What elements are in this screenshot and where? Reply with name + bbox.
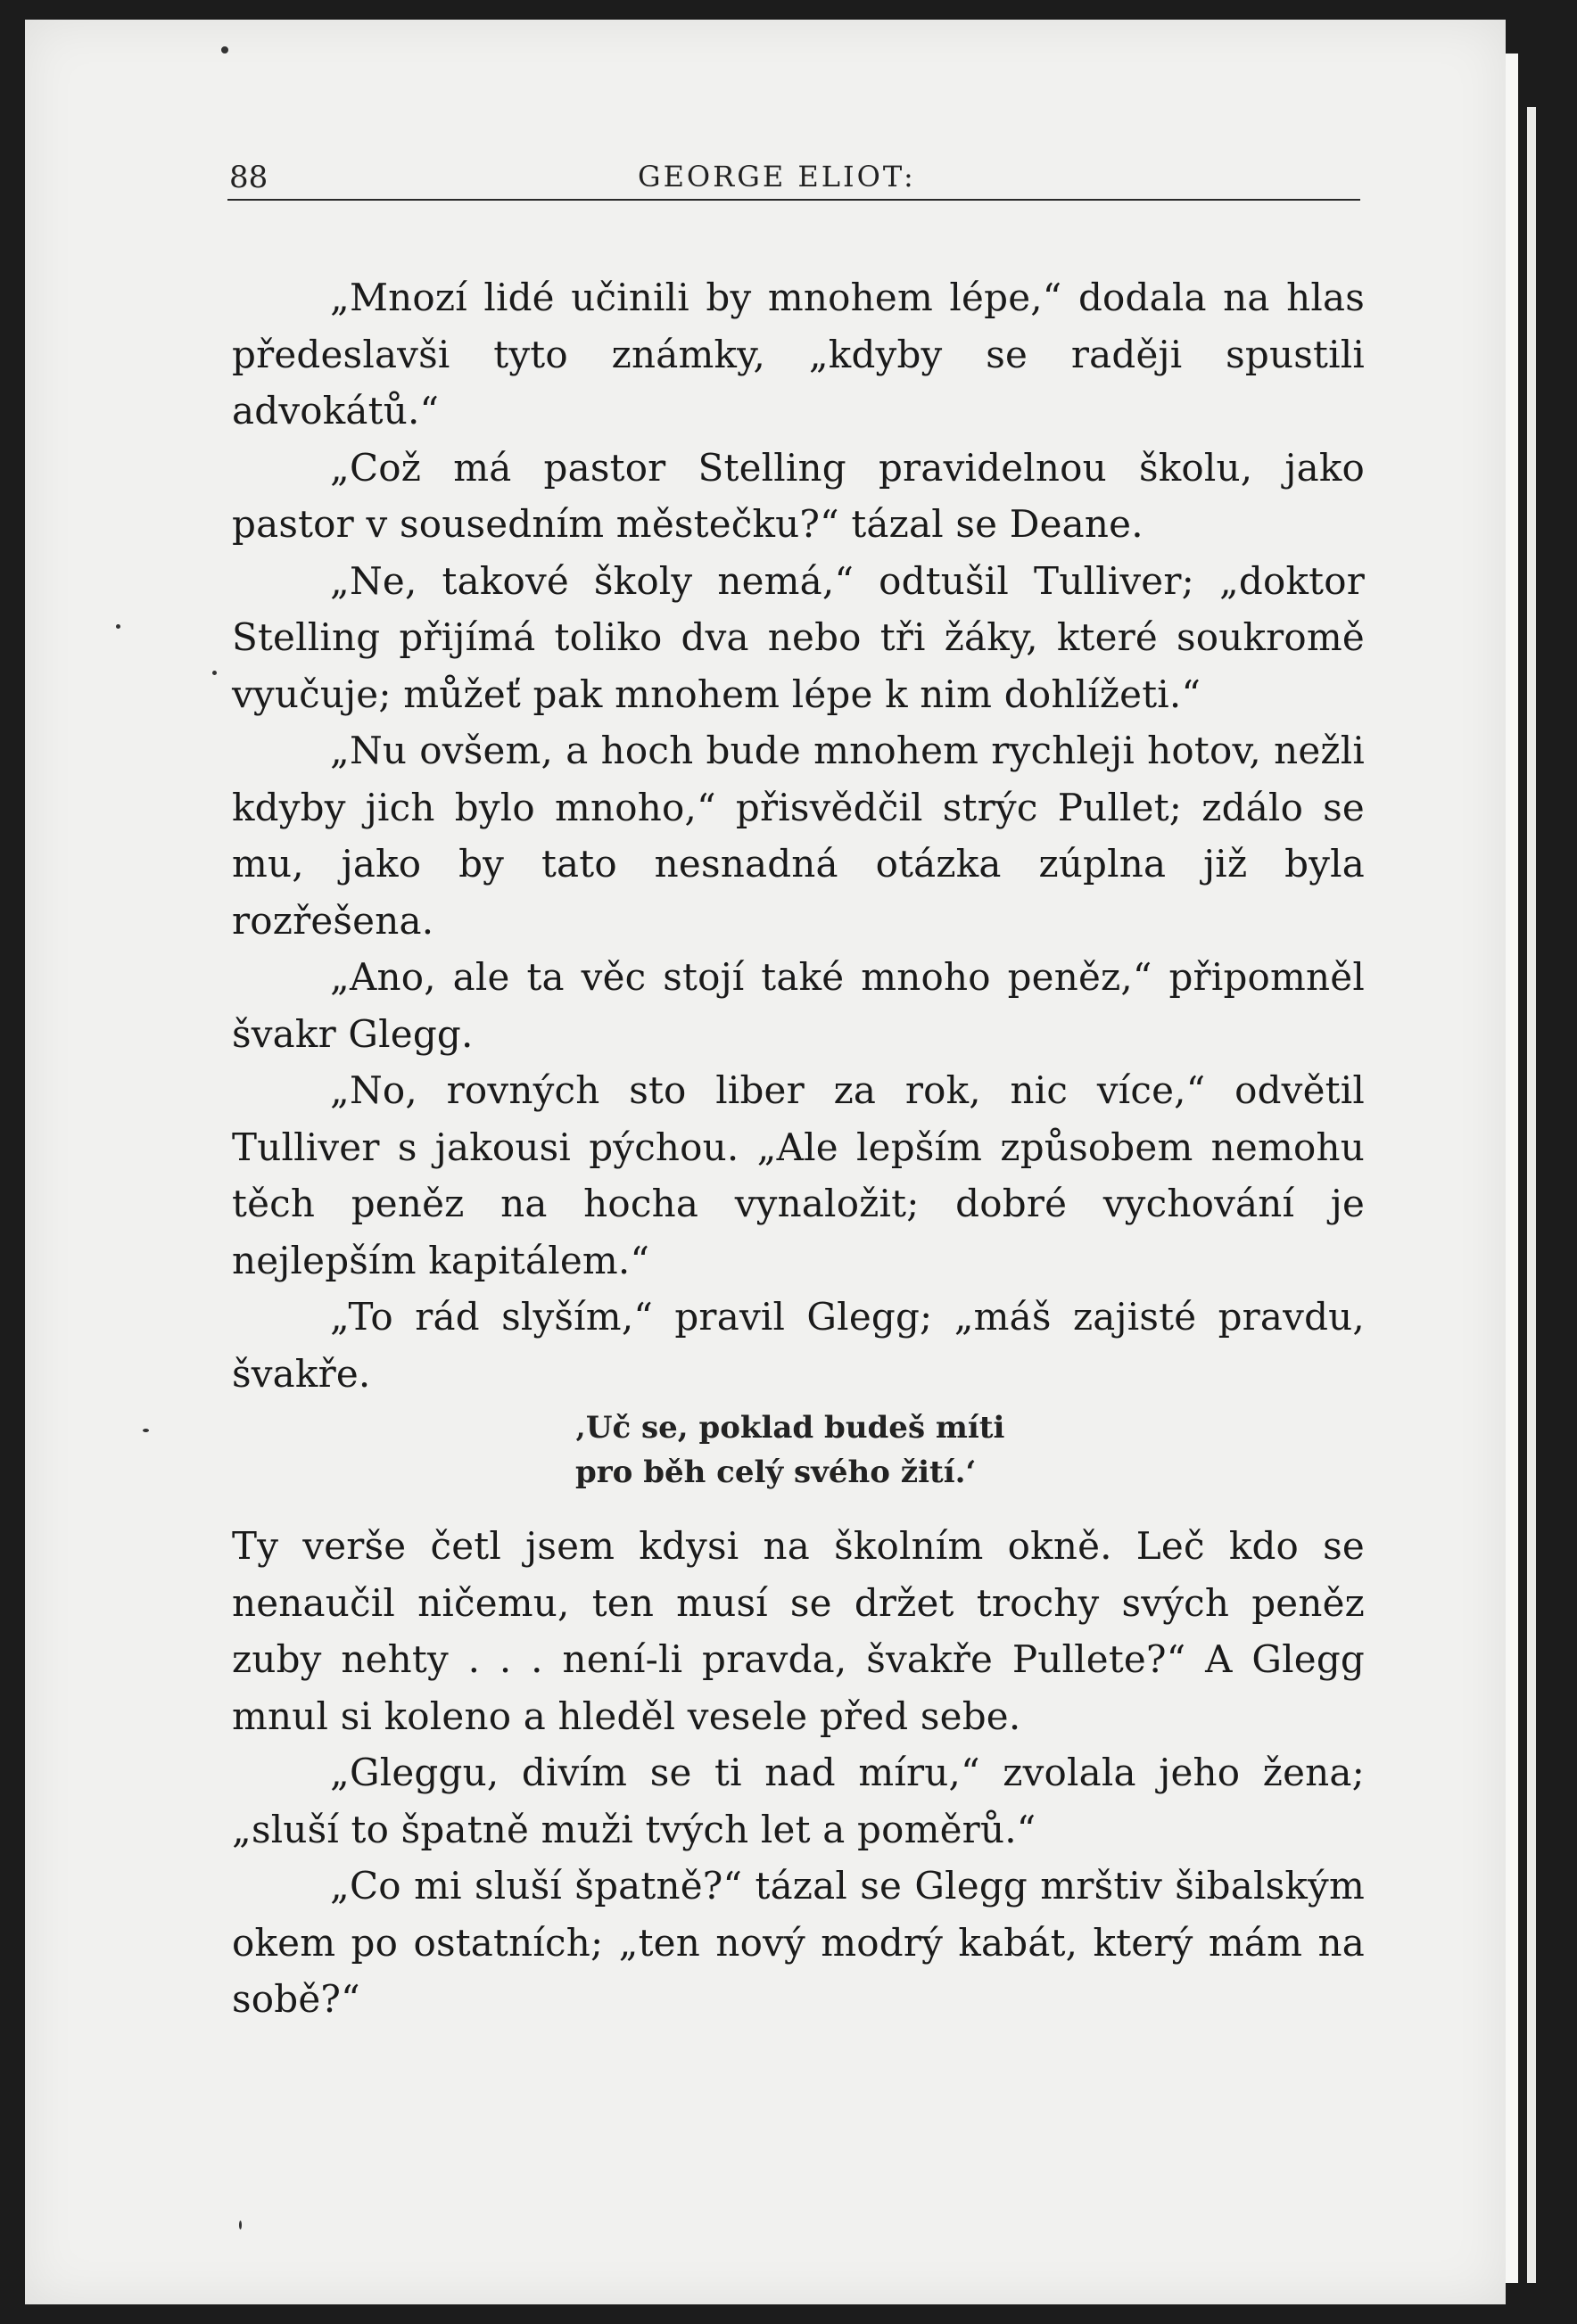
scan-speck bbox=[212, 671, 217, 675]
paragraph: „Ano, ale ta věc stojí také mnoho peněz,“ připomněl švakr Glegg. bbox=[232, 955, 1365, 1056]
paragraph: Ty verše četl jsem kdysi na školním okně. Leč kdo se nenaučil ničemu, ten musí se držet trochy svých peněz zuby nehty . . . není-li pravda, švakře Pullete?“ A Glegg mnul si koleno a hleděl vesele před sebe. bbox=[232, 1524, 1365, 1738]
paragraph: „Gleggu, divím se ti nad míru,“ zvolala jeho žena; „sluší to špatně muži tvých let a poměrů.“ bbox=[232, 1751, 1365, 1851]
scan-speck bbox=[239, 2221, 242, 2229]
paragraph: „No, rovných sto liber za rok, nic více,“ odvětil Tulliver s jakousi pýchou. „Ale lepším způsobem nemohu těch peněz na hocha vynaložit; dobré vychování je nejlepším kapitálem.“ bbox=[232, 1068, 1365, 1282]
paragraph: „Nu ovšem, a hoch bude mnohem rychleji hotov, nežli kdyby jich bylo mnoho,“ přisvědčil strýc Pullet; zdálo se mu, jako by tato nesnadná otázka zúplna již byla rozřešena. bbox=[232, 729, 1365, 943]
scan-speck bbox=[221, 46, 228, 54]
paragraph: „Co mi sluší špatně?“ tázal se Glegg mrštiv šibalským okem po ostatních; „ten nový modrý kabát, který mám na sobě?“ bbox=[232, 1864, 1365, 2021]
paragraph: „Což má pastor Stelling pravidelnou školu, jako pastor v sousedním městečku?“ tázal se Deane. bbox=[232, 445, 1365, 546]
paragraph: „Mnozí lidé učinili by mnohem lépe,“ dodala na hlas předeslavši tyto známky, „kdyby se raději spustili advokátů.“ bbox=[232, 276, 1365, 433]
scan-speck bbox=[116, 624, 120, 629]
scan-speck bbox=[143, 1429, 149, 1432]
page-number: 88 bbox=[229, 160, 268, 195]
page-edge-shadow bbox=[1527, 107, 1536, 2283]
verse-line: pro běh celý svého žití.‘ bbox=[575, 1455, 977, 1490]
page-header bbox=[227, 156, 1360, 201]
verse-quote bbox=[575, 1405, 1365, 1495]
verse-line: ‚Uč se, poklad budeš míti bbox=[575, 1410, 1005, 1446]
paragraph: „Ne, takové školy nemá,“ odtušil Tulliver; „doktor Stelling přijímá toliko dva nebo tři žáky, které soukromě vyučuje; můžeť pak mnohem lépe k nim dohlížeti.“ bbox=[232, 558, 1365, 716]
running-title: GEORGE ELIOT: bbox=[638, 160, 916, 194]
body-text bbox=[232, 269, 1365, 2028]
page-edge bbox=[1506, 54, 1518, 2283]
paragraph: „To rád slyším,“ pravil Glegg; „máš zajisté pravdu, švakře. bbox=[232, 1295, 1365, 1396]
